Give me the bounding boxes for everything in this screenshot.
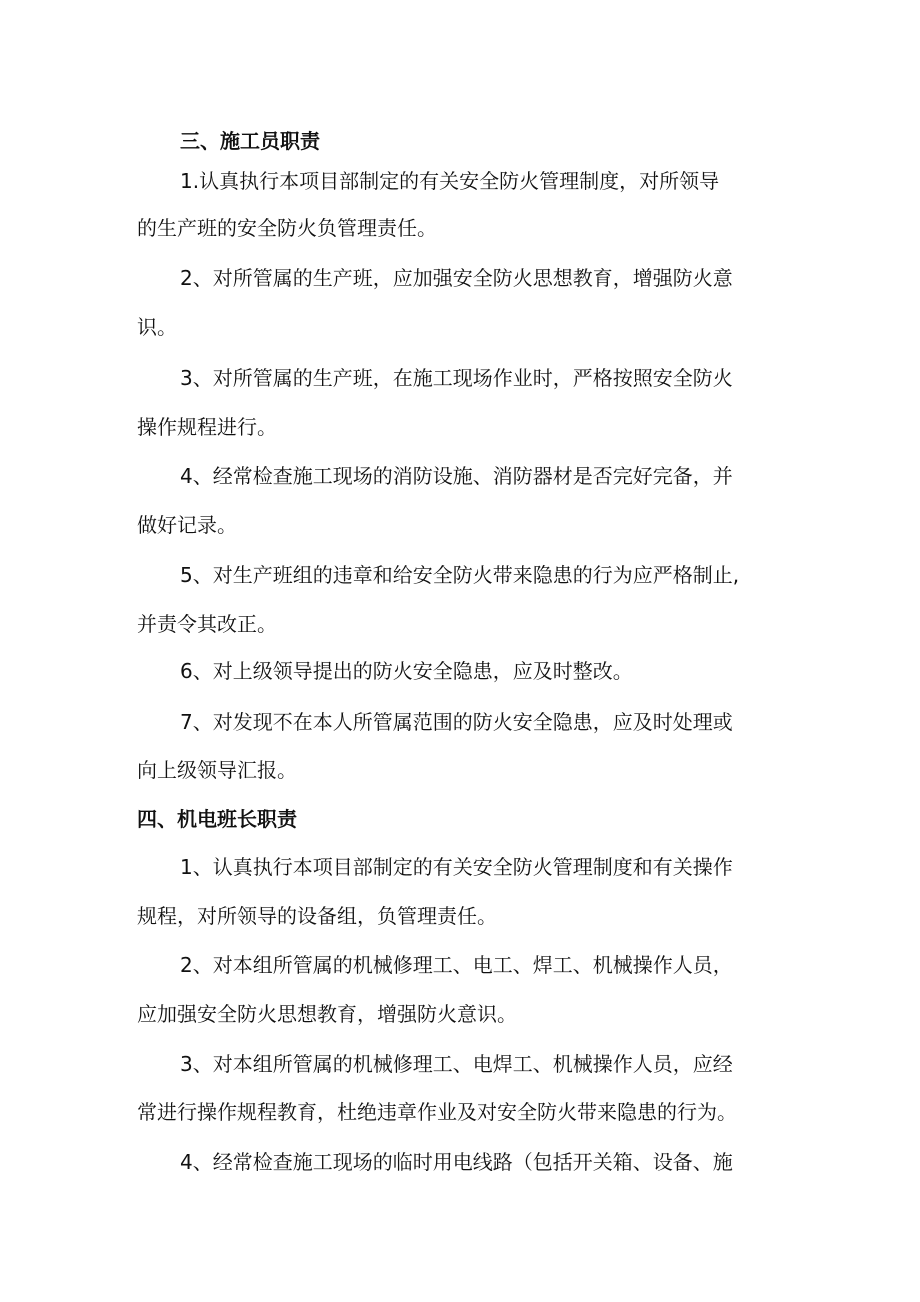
section-3-item-7-line-1: 7、对发现不在本人所管属范围的防火安全隐患，应及时处理或 <box>180 710 733 734</box>
section-4-item-1-line-2: 规程，对所领导的设备组，负管理责任。 <box>137 904 497 928</box>
section-3-item-4-line-1: 4、经常检查施工现场的消防设施、消防器材是否完好完备，并 <box>180 464 733 488</box>
section-4-item-2-line-2: 应加强安全防火思想教育，增强防火意识。 <box>137 1002 517 1026</box>
section-3-item-1-line-2: 的生产班的安全防火负管理责任。 <box>137 216 437 240</box>
section-4-item-2-line-1: 2、对本组所管属的机械修理工、电工、焊工、机械操作人员， <box>180 953 733 977</box>
section-4-item-4-line-1: 4、经常检查施工现场的临时用电线路（包括开关箱、设备、施 <box>180 1150 733 1174</box>
section-3-item-5-line-2: 并责令其改正。 <box>137 612 277 636</box>
section-4-item-1-line-1: 1、认真执行本项目部制定的有关安全防火管理制度和有关操作 <box>180 855 733 879</box>
section-3-item-2-line-2: 识。 <box>137 315 177 339</box>
section-4-item-3-line-2: 常进行操作规程教育，杜绝违章作业及对安全防火带来隐患的行为。 <box>137 1100 737 1124</box>
section-3-item-7-line-2: 向上级领导汇报。 <box>137 758 297 782</box>
section-4-item-3-line-1: 3、对本组所管属的机械修理工、电焊工、机械操作人员，应经 <box>180 1052 733 1076</box>
section-3-item-5-line-1: 5、对生产班组的违章和给安全防火带来隐患的行为应严格制止, <box>180 563 740 587</box>
section-3-item-3-line-2: 操作规程进行。 <box>137 415 277 439</box>
section-3-heading: 三、施工员职责 <box>180 129 320 153</box>
section-3-item-3-line-1: 3、对所管属的生产班，在施工现场作业时，严格按照安全防火 <box>180 366 733 390</box>
section-3-item-4-line-2: 做好记录。 <box>137 513 237 537</box>
section-4-heading: 四、机电班长职责 <box>137 807 297 831</box>
section-3-item-2-line-1: 2、对所管属的生产班，应加强安全防火思想教育，增强防火意 <box>180 266 733 290</box>
section-3-item-1-line-1: 1.认真执行本项目部制定的有关安全防火管理制度，对所领导 <box>180 169 720 193</box>
section-3-item-6: 6、对上级领导提出的防火安全隐患，应及时整改。 <box>180 659 633 683</box>
